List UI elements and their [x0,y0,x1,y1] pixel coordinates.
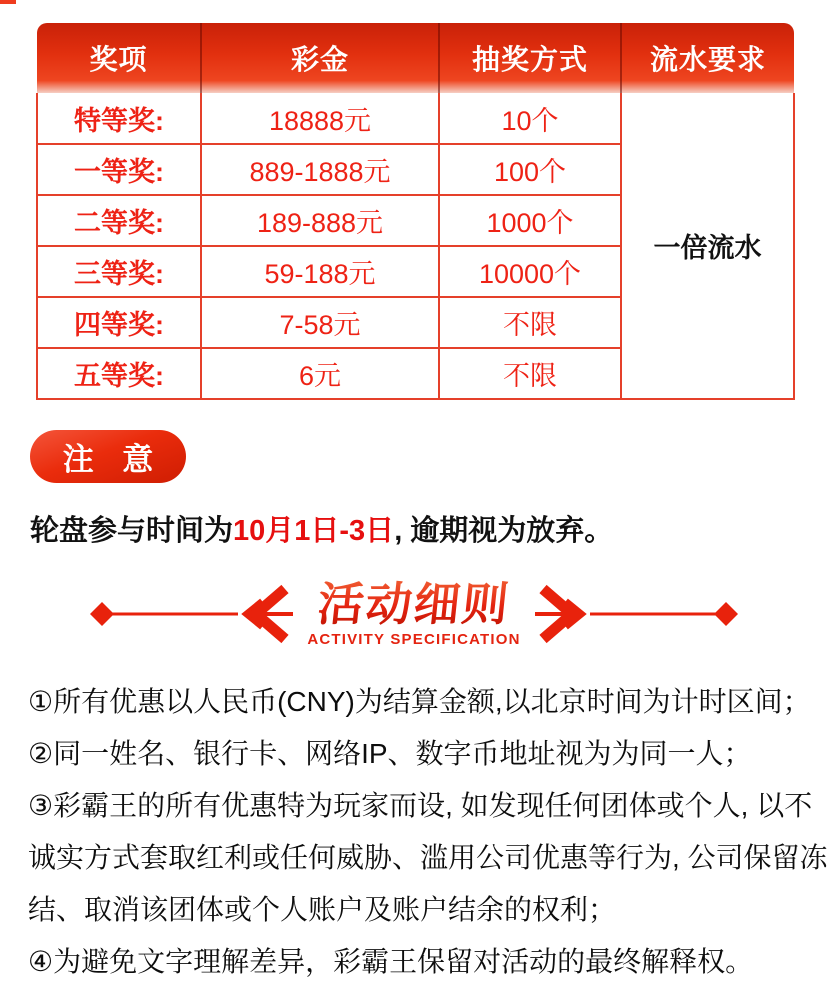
left-arrow-decoration [88,584,293,644]
prize-qty: 100个 [439,144,621,195]
prize-label: 五等奖: [37,348,201,399]
prize-amount: 7-58元 [201,297,439,348]
prize-amount: 189-888元 [201,195,439,246]
prize-qty: 1000个 [439,195,621,246]
prize-amount: 889-1888元 [201,144,439,195]
notice-badge: 注 意 [30,430,186,483]
prize-label: 一等奖: [37,144,201,195]
table-row [37,93,794,144]
prize-label: 三等奖: [37,246,201,297]
rule-line: ③彩霸王的所有优惠特为玩家而设, 如发现任何团体或个人, 以不 [28,790,813,821]
header-bonus: 彩金 [201,23,439,93]
rule-line: 诚实方式套取红利或任何威胁、滥用公司优惠等行为, 公司保留冻 [28,842,828,873]
prize-qty: 10000个 [439,246,621,297]
prize-label: 特等奖: [37,93,201,144]
notice-suffix: , 逾期视为放弃。 [394,515,614,547]
notice-prefix: 轮盘参与时间为 [30,515,234,547]
right-arrow-decoration [535,584,740,644]
section-title: 活动细则 [315,578,513,630]
top-left-red-sliver [0,0,16,4]
prize-table [36,23,793,400]
activity-rules [28,676,828,988]
section-header [0,580,828,648]
prize-qty: 不限 [439,348,621,399]
rule-line: 结、取消该团体或个人账户及账户结余的权利； [28,894,617,925]
table-header-row [37,23,794,93]
header-turnover-req: 流水要求 [621,23,794,93]
prize-amount: 59-188元 [201,246,439,297]
prize-qty: 不限 [439,297,621,348]
rule-line: ④为避免文字理解差异，彩霸王保留对活动的最终解释权。 [28,946,754,977]
notice-date-highlight: 10月1日-3日 [233,515,395,547]
prize-qty: 10个 [439,93,621,144]
header-draw-method: 抽奖方式 [439,23,621,93]
notice-line [30,508,810,549]
section-subtitle: ACTIVITY SPECIFICATION [307,631,521,649]
prize-label: 二等奖: [37,195,201,246]
rule-line: ①所有优惠以人民币(CNY)为结算金额,以北京时间为计时区间； [28,686,811,717]
turnover-value: 一倍流水 [621,93,794,399]
section-title-block [307,580,520,648]
prize-amount: 18888元 [201,93,439,144]
rule-line: ②同一姓名、银行卡、网络IP、数字币地址视为为同一人； [28,738,752,769]
prize-amount: 6元 [201,348,439,399]
header-prize: 奖项 [37,23,201,93]
prize-label: 四等奖: [37,297,201,348]
